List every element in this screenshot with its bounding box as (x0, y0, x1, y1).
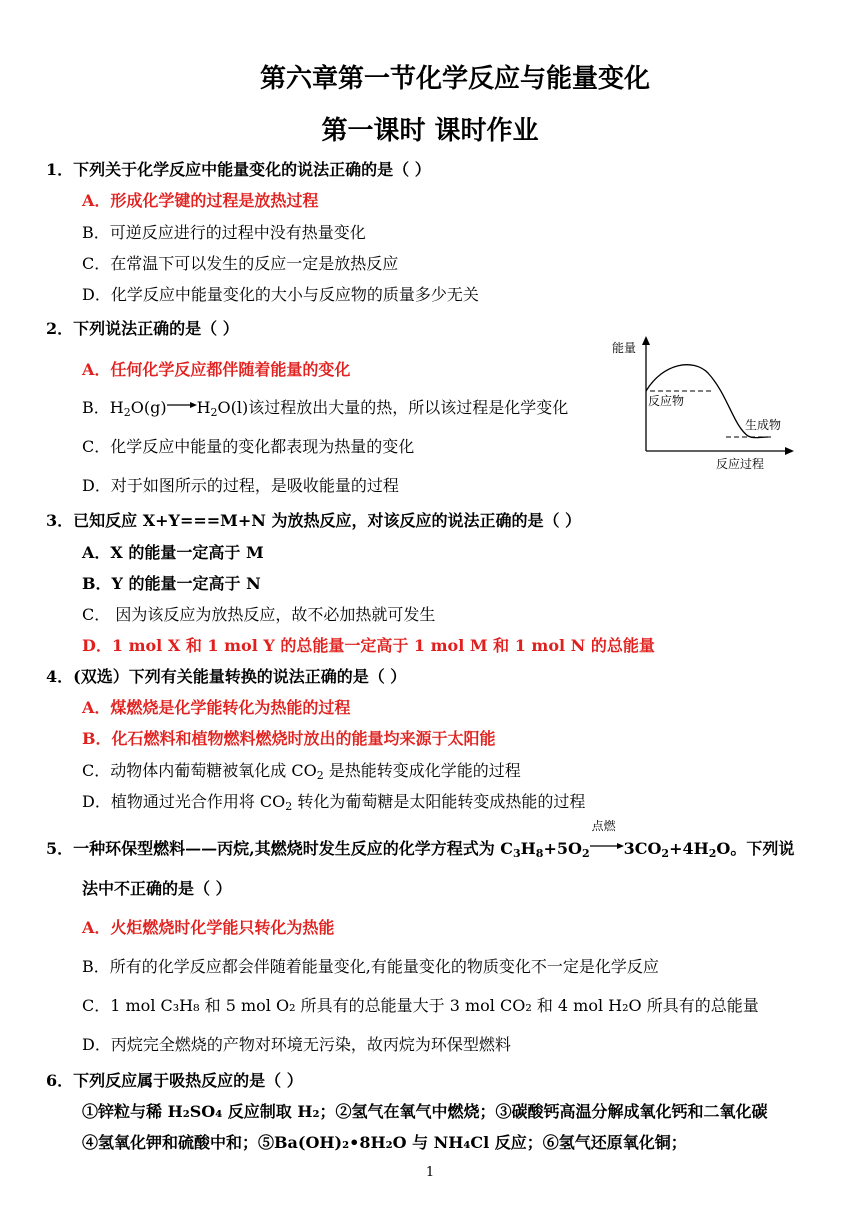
question-5-stem-cont: 法中不正确的是（ ） (82, 879, 232, 898)
q1-option-c: C．在常温下可以发生的反应一定是放热反应 (82, 254, 399, 273)
page-subtitle: 第一课时 课时作业 (321, 116, 539, 146)
page-title: 第六章第一节化学反应与能量变化 (259, 64, 650, 94)
q2-option-c: C．化学反应中能量的变化都表现为热量的变化 (82, 437, 415, 456)
q4-option-c: C．动物体内葡萄糖被氧化成 $CO_2$ 是热能转变成化学能的过程 (82, 761, 521, 782)
q1-option-d: D．化学反应中能量变化的大小与反应物的质量多少无关 (82, 285, 479, 304)
q3-option-c: C． 因为该反应为放热反应，故不必加热就可发生 (82, 605, 436, 624)
energy-diagram (608, 333, 798, 475)
q1-option-a: A．形成化学键的过程是放热过程 (82, 191, 319, 210)
q4-option-b: B．化石燃料和植物燃料燃烧时放出的能量均来源于太阳能 (82, 729, 496, 748)
q5-option-d: D．丙烷完全燃烧的产物对环境无污染，故丙烷为环保型燃料 (82, 1035, 511, 1054)
q4-option-d: D．植物通过光合作用将 $CO_2$ 转化为葡萄糖是太阳能转变成热能的过程 (82, 792, 586, 813)
page-number: 1 (425, 1165, 435, 1180)
q6-line-2: ④氢氧化钾和硫酸中和；⑤Ba(OH)₂•8H₂O 与 NH₄Cl 反应；⑥氢气还原氧化铜； (82, 1133, 687, 1152)
q6-line-1: ①锌粒与稀 H₂SO₄ 反应制取 H₂；②氢气在氧气中燃烧；③碳酸钙高温分解成氧化钙和二氧化碳 (82, 1102, 768, 1121)
figure-reactant-label: 反应物 (648, 394, 685, 408)
q5-option-c: C．1 mol C₃H₈ 和 5 mol O₂ 所具有的总能量大于 3 mol CO₂ 和 4 mol H₂O 所具有的总能量 (82, 996, 759, 1015)
q5-option-b: B．所有的化学反应都会伴随着能量变化,有能量变化的物质变化不一定是化学反应 (82, 957, 659, 976)
q3-option-d: D．1 mol X 和 1 mol Y 的总能量一定高于 1 mol M 和 1 mol N 的总能量 (82, 636, 655, 655)
figure-ylabel: 能量 (612, 341, 637, 355)
q2-option-a: A．任何化学反应都伴随着能量的变化 (82, 360, 351, 379)
figure-xlabel: 反应过程 (716, 457, 765, 471)
q1-option-b: B．可逆反应进行的过程中没有热量变化 (82, 223, 366, 242)
q5-option-a: A．火炬燃烧时化学能只转化为热能 (82, 918, 335, 937)
q2-option-d: D．对于如图所示的过程，是吸收能量的过程 (82, 476, 399, 495)
question-6-stem: 6．下列反应属于吸热反应的是（ ） (46, 1071, 303, 1090)
ignite-arrow: 点燃 (590, 835, 624, 854)
figure-product-label: 生成物 (745, 418, 782, 432)
question-4-stem: 4．(双选）下列有关能量转换的说法正确的是（ ） (46, 667, 407, 686)
question-5-stem: 5．一种环保型燃料——丙烷,其燃烧时发生反应的化学方程式为 $C_3H_8+5O_2$ 点燃 $3CO_2+4H_2O$。下列说 (46, 819, 795, 860)
q3-option-a: A．X 的能量一定高于 M (82, 543, 264, 562)
q4-option-a: A．煤燃烧是化学能转化为热能的过程 (82, 698, 351, 717)
question-3-stem: 3．已知反应 X+Y===M+N 为放热反应，对该反应的说法正确的是（ ） (46, 511, 582, 530)
question-1-stem: 1．下列关于化学反应中能量变化的说法正确的是（ ） (46, 160, 431, 179)
question-2-stem: 2．下列说法正确的是（ ） (46, 319, 239, 338)
q2-option-b: B．$H_2O(g)$ $H_2O(l)$该过程放出大量的热，所以该过程是化学变化 (82, 395, 568, 418)
q3-option-b: B．Y 的能量一定高于 N (82, 574, 261, 593)
arrow-icon (167, 394, 197, 413)
